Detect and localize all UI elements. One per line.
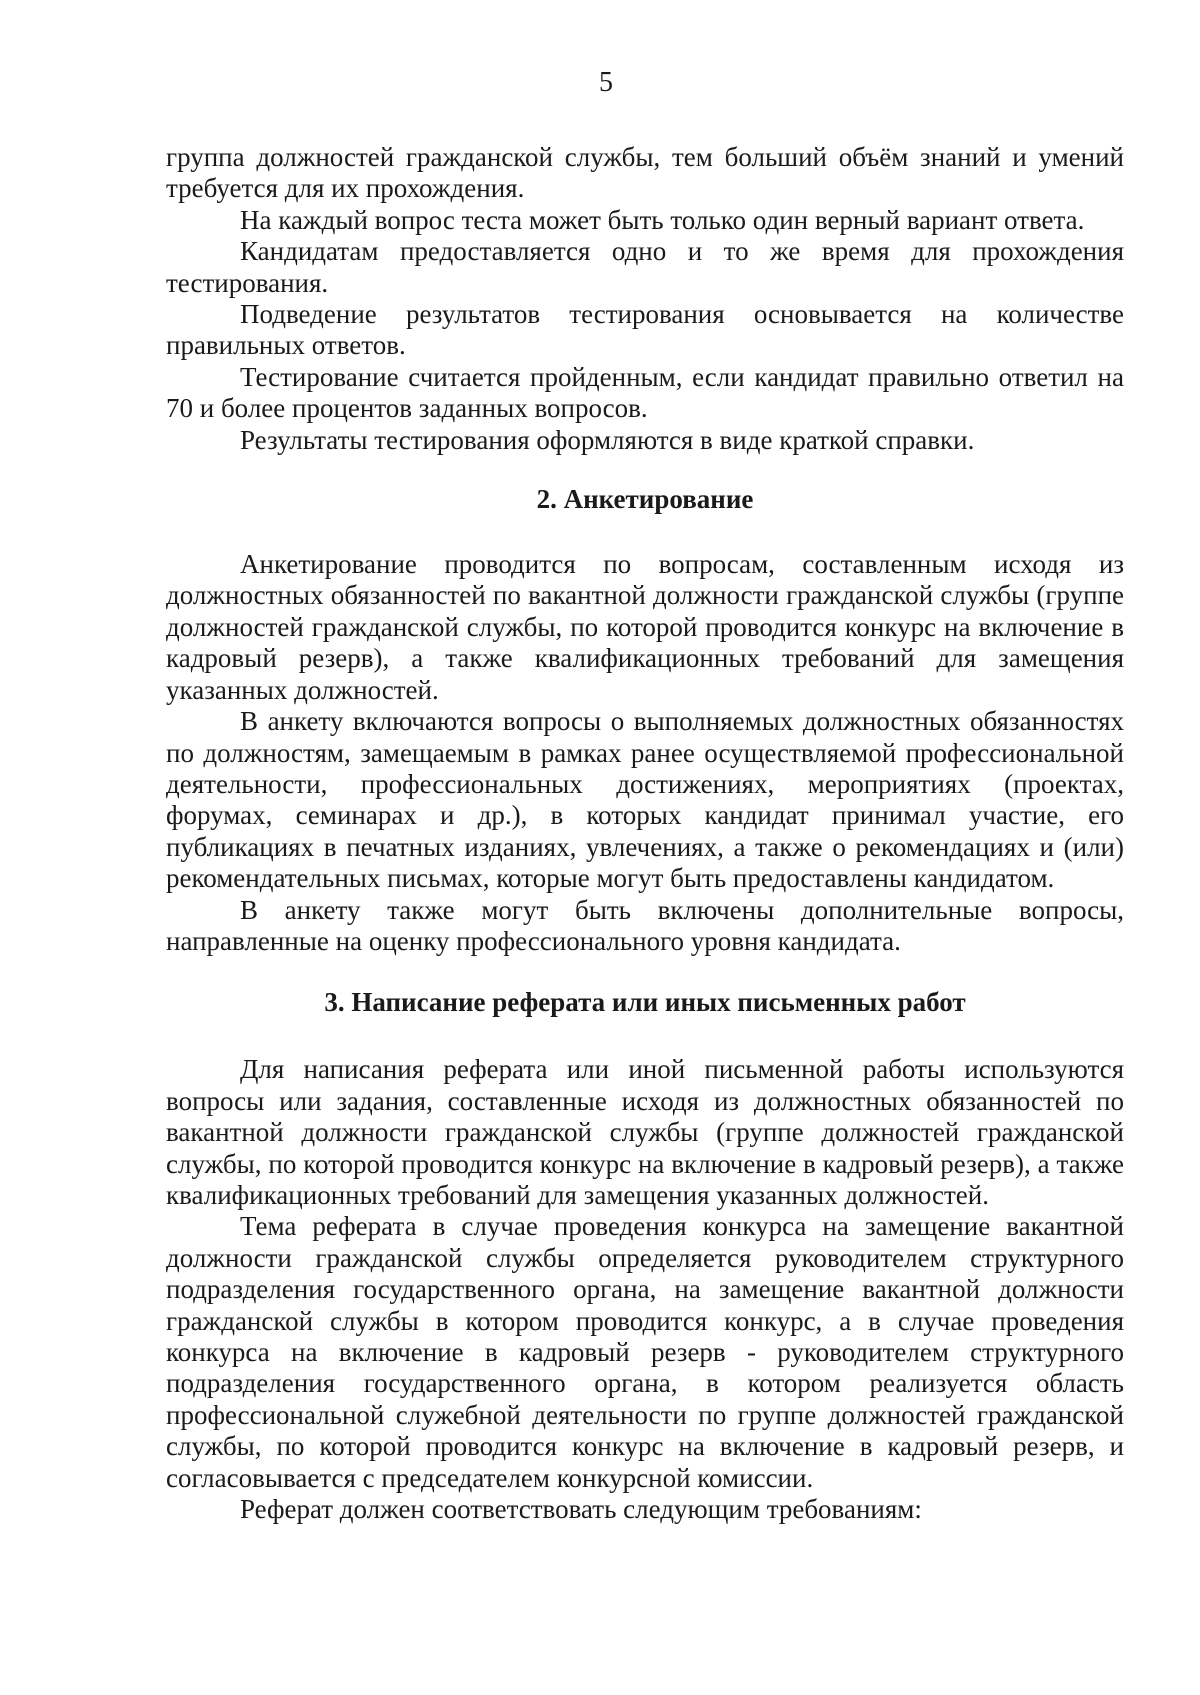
paragraph: Анкетирование проводится по вопросам, составленным исходя из должностных обязанностей по вакантной должности гражданской службы (группе должностей гражданской службы, по которой проводится конкурс на включение в кадровый резерв), а также квалификационных требований для замещения указанных должностей. [166, 549, 1124, 705]
page-number: 5 [599, 67, 613, 98]
paragraph: В анкету включаются вопросы о выполняемых должностных обязанностях по должностям, замещаемым в рамках ранее осуществляемой профессиональной деятельности, профессиональных достижениях, мероприятиях (проектах, форумах, семинарах и др.), в которых кандидат принимал участие, его публикациях в печатных изданиях, увлечениях, а также о рекомендациях и (или) рекомендательных письмах, которые могут быть предоставлены кандидатом. [166, 706, 1124, 894]
section-heading-questionnaire: 2. Анкетирование [536, 484, 754, 515]
paragraph-continuation: группа должностей гражданской службы, тем больший объём знаний и умений требуется для их прохождения. [166, 142, 1124, 204]
paragraph: Реферат должен соответствовать следующим требованиям: [240, 1494, 922, 1525]
paragraph: Для написания реферата или иной письменной работы используются вопросы или задания, составленные исходя из должностных обязанностей по вакантной должности гражданской службы (группе должностей гражданской службы, по которой проводится конкурс на включение в кадровый резерв), а также квалификационных требований для замещения указанных должностей. [166, 1054, 1124, 1210]
paragraph: Кандидатам предоставляется одно и то же время для прохождения тестирования. [166, 236, 1124, 298]
document-body [166, 142, 1124, 1525]
paragraph: Тема реферата в случае проведения конкурса на замещение вакантной должности гражданской службы определяется руководителем структурного подразделения государственного органа, на замещение вакантной должности гражданской службы в котором проводится конкурс, а в случае проведения конкурса на включение в кадровый резерв - руководителем структурного подразделения государственного органа, в котором реализуется область профессиональной служебной деятельности по группе должностей гражданской службы, по которой проводится конкурс на включение в кадровый резерв, и согласовывается с председателем конкурсной комиссии. [166, 1211, 1124, 1493]
paragraph: Подведение результатов тестирования основывается на количестве правильных ответов. [166, 299, 1124, 361]
paragraph: Тестирование считается пройденным, если кандидат правильно ответил на 70 и более процентов заданных вопросов. [166, 361, 1124, 424]
paragraph: Результаты тестирования оформляются в виде краткой справки. [240, 424, 975, 455]
section-heading-essay: 3. Написание реферата или иных письменных работ [324, 987, 966, 1018]
paragraph: В анкету также могут быть включены дополнительные вопросы, направленные на оценку профессионального уровня кандидата. [166, 894, 1124, 956]
paragraph: На каждый вопрос теста может быть только один верный вариант ответа. [240, 204, 1085, 235]
